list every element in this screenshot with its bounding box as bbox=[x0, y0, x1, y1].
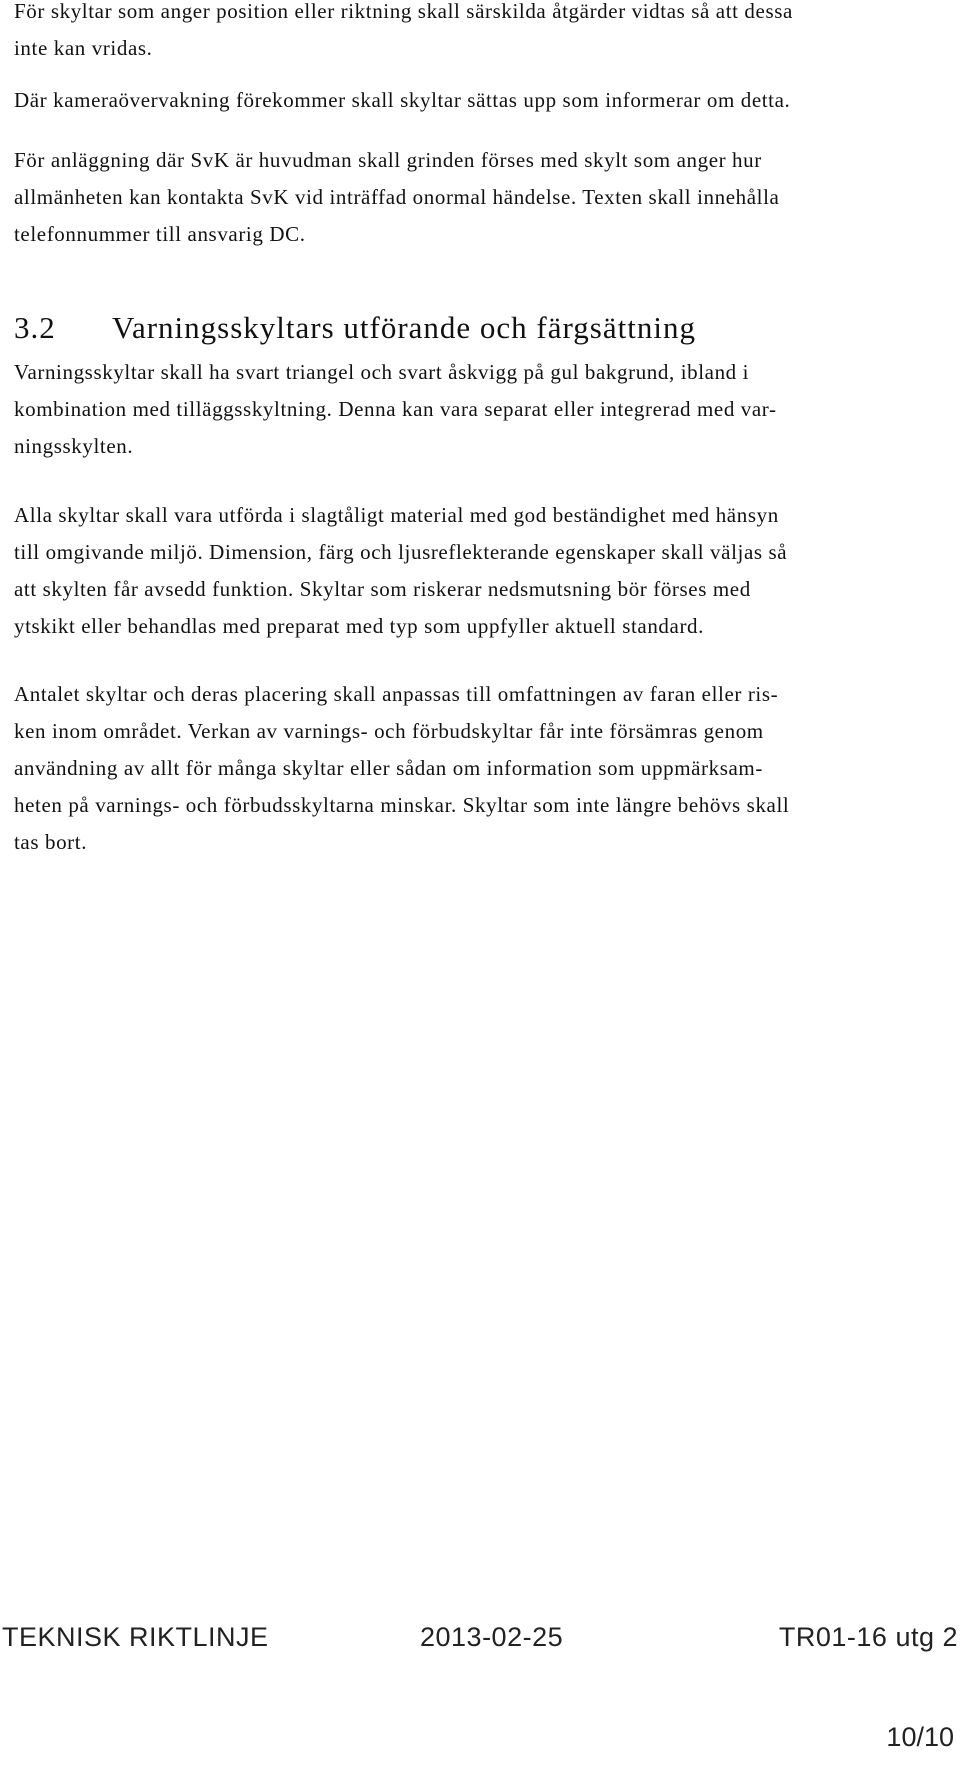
paragraph-gate-sign bbox=[14, 142, 944, 253]
text-line: Antalet skyltar och deras placering skall anpassas till omfattningen av faran eller ris- bbox=[14, 682, 779, 706]
text-line: tas bort. bbox=[14, 830, 88, 854]
paragraph-sign-material bbox=[14, 497, 944, 645]
text-line: användning av allt för många skyltar eller sådan om information som uppmärksam- bbox=[14, 756, 763, 780]
paragraph-sign-orientation bbox=[14, 0, 944, 67]
text-line: inte kan vridas. bbox=[14, 36, 153, 60]
text-line: För skyltar som anger position eller riktning skall särskilda åtgärder vidtas så att dessa bbox=[14, 0, 793, 23]
text-line: ytskikt eller behandlas med preparat med typ som uppfyller aktuell standard. bbox=[14, 614, 704, 638]
text-line: ningsskylten. bbox=[14, 434, 134, 458]
text-line: Varningsskyltar skall ha svart triangel och svart åskvigg på gul bakgrund, ibland i bbox=[14, 360, 750, 384]
page-footer bbox=[0, 1622, 960, 1672]
footer-document-id: TR01-16 utg 2 bbox=[778, 1622, 958, 1652]
section-number: 3.2 bbox=[14, 310, 56, 345]
section-title: Varningsskyltars utförande och färgsättning bbox=[112, 310, 696, 345]
page-number: 10/10 bbox=[886, 1722, 954, 1752]
paragraph-sign-quantity bbox=[14, 676, 944, 861]
text-line: För anläggning där SvK är huvudman skall grinden förses med skylt som anger hur bbox=[14, 148, 762, 172]
text-line: allmänheten kan kontakta SvK vid inträffad onormal händelse. Texten skall innehålla bbox=[14, 185, 780, 209]
section-heading bbox=[14, 308, 696, 348]
paragraph-warning-sign-design bbox=[14, 354, 944, 465]
text-line: Där kameraövervakning förekommer skall skyltar sättas upp som informerar om detta. bbox=[14, 88, 791, 112]
text-line: kombination med tilläggsskyltning. Denna kan vara separat eller integrerad med var- bbox=[14, 397, 777, 421]
paragraph-camera-surveillance bbox=[14, 82, 944, 119]
text-line: heten på varnings- och förbudsskyltarna minskar. Skyltar som inte längre behövs skall bbox=[14, 793, 790, 817]
footer-document-type: TEKNISK RIKTLINJE bbox=[2, 1622, 269, 1652]
text-line: telefonnummer till ansvarig DC. bbox=[14, 222, 306, 246]
text-line: ken inom området. Verkan av varnings- och förbudskyltar får inte försämras genom bbox=[14, 719, 764, 743]
text-line: att skylten får avsedd funktion. Skyltar som riskerar nedsmutsning bör förses med bbox=[14, 577, 751, 601]
text-line: Alla skyltar skall vara utförda i slagtåligt material med god beständighet med hänsyn bbox=[14, 503, 779, 527]
footer-date: 2013-02-25 bbox=[420, 1622, 564, 1652]
text-line: till omgivande miljö. Dimension, färg och ljusreflekterande egenskaper skall väljas så bbox=[14, 540, 788, 564]
